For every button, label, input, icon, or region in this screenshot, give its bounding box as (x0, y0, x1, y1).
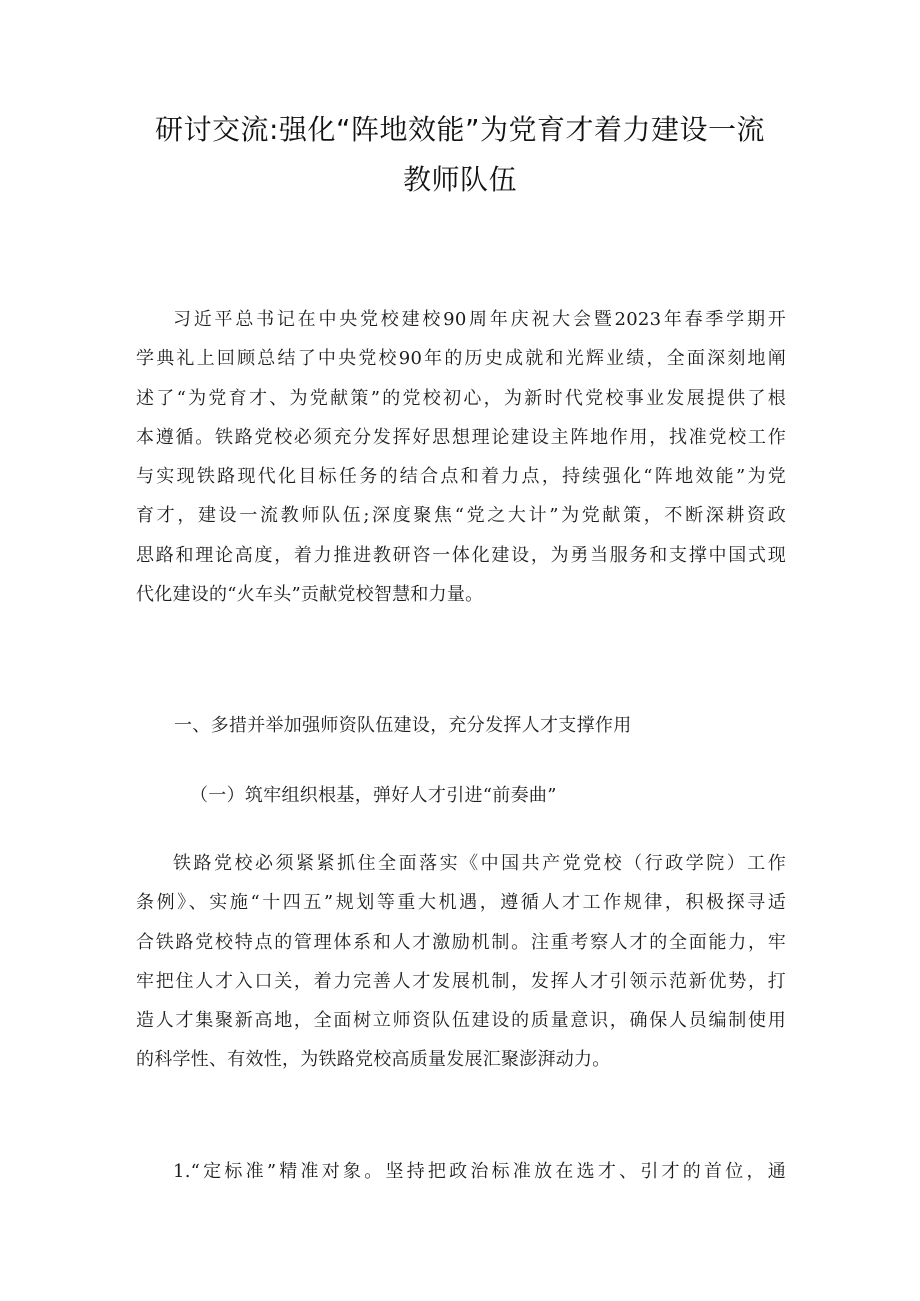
paragraph-line: 造人才集聚新高地，全面树立师资队伍建设的质量意识，确保人员编制使用 (136, 1010, 786, 1032)
document-title-line-1: 研讨交流:强化“阵地效能”为党育才着力建设一流 (155, 113, 765, 146)
paragraph-line: 的科学性、有效性，为铁路党校高质量发展汇聚澎湃动力。 (136, 1049, 611, 1071)
paragraph-line: 学典礼上回顾总结了中央党校90年的历史成就和光辉业绩，全面深刻地阐 (136, 348, 786, 370)
paragraph-line: 育才，建设一流教师队伍;深度聚焦“党之大计”为党献策，不断深耕资政 (136, 505, 786, 527)
section-heading-1: 一、多措并举加强师资队伍建设，充分发挥人才支撑作用 (174, 715, 632, 736)
paragraph-line: 习近平总书记在中央党校建校90周年庆祝大会暨2023年春季学期开 (173, 309, 786, 330)
body-paragraph-2 (136, 844, 786, 1080)
paragraph-line: 1.“定标准”精准对象。坚持把政治标准放在选才、引才的首位，通 (173, 1161, 786, 1182)
paragraph-line: 合铁路党校特点的管理体系和人才激励机制。注重考察人才的全面能力，牢 (136, 931, 786, 953)
paragraph-line: 与实现铁路现代化目标任务的结合点和着力点，持续强化“阵地效能”为党 (136, 466, 786, 488)
subsection-heading-1: （一）筑牢组织根基，弹好人才引进“前奏曲” (190, 785, 557, 806)
paragraph-line: 思路和理论高度，着力推进教研咨一体化建设，为勇当服务和支撑中国式现 (136, 544, 786, 566)
document-title-line-2: 教师队伍 (402, 163, 517, 196)
paragraph-line: 条例》、实施“十四五”规划等重大机遇，遵循人才工作规律，积极探寻适 (136, 892, 786, 914)
paragraph-line: 铁路党校必须紧紧抓住全面落实《中国共产党党校（行政学院）工作 (173, 853, 786, 874)
body-paragraph-3 (136, 1152, 786, 1191)
paragraph-line: 代化建设的“火车头”贡献党校智慧和力量。 (136, 584, 484, 606)
paragraph-line: 牢把住人才入口关，着力完善人才发展机制，发挥人才引领示范新优势，打 (136, 970, 786, 992)
paragraph-line: 述了“为党育才、为党献策”的党校初心，为新时代党校事业发展提供了根 (136, 387, 786, 409)
paragraph-line: 本遵循。铁路党校必须充分发挥好思想理论建设主阵地作用，找准党校工作 (136, 426, 786, 448)
intro-paragraph (136, 300, 786, 614)
